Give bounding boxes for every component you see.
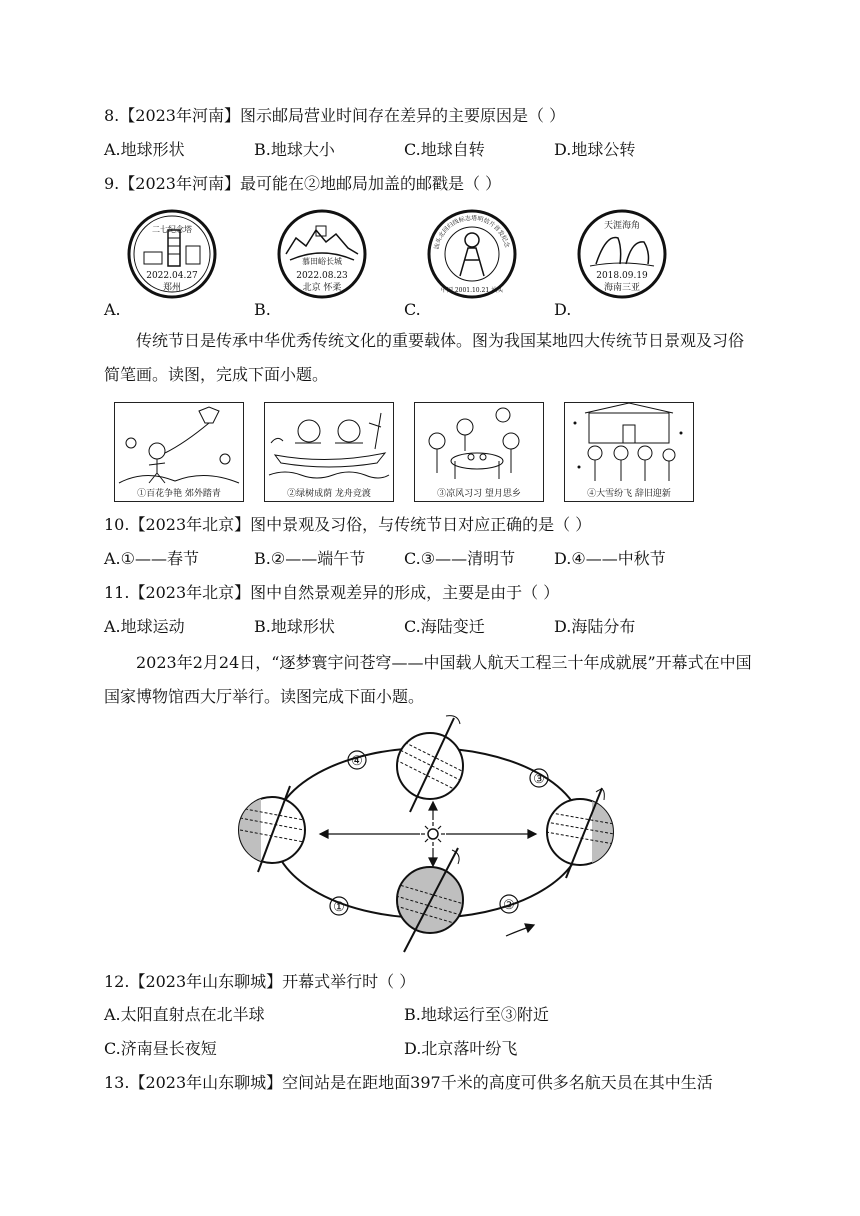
q9-option-a[interactable]: A. [104,300,121,319]
festival-caption-3: ③凉风习习 望月思乡 [437,489,521,499]
q12-option-a[interactable]: A.太阳直射点在北半球 [104,1005,265,1024]
earth-globe-left [235,786,305,872]
stamp-a-zhengzhou [126,208,218,300]
earth-orbit-diagram [220,708,640,960]
stamp-a-city: 郑州 [162,283,182,293]
festival-passage: 传统节日是传承中华优秀传统文化的重要载体。图为我国某地四大传统节日景观及习俗简笔画。读图，完成下面小题。 [104,331,745,384]
sun-icon [421,822,445,846]
festival-caption-2: ②绿树成荫 龙舟竞渡 [287,489,371,499]
festival-panel-1 [114,402,244,502]
q8-stem: 8.【2023年河南】图示邮局营业时间存在差异的主要原因是（ ） [104,106,566,125]
stamp-b-date: 2022.08.23 [296,271,348,281]
festival-panel-2 [264,402,394,502]
q10-option-a[interactable]: A.①——春节 [104,549,199,568]
earth-globe-right [546,788,618,878]
festival-panel-4 [564,402,694,502]
spring-festival-illustration [565,403,692,487]
stamp-a-top: 二七纪念塔 [152,225,192,234]
stamp-c-ring: 汕头北回归线标志塔明信片首发纪念 [433,214,511,251]
festival-caption-1: ①百花争艳 郊外踏青 [137,489,221,499]
q11-option-b[interactable]: B.地球形状 [254,617,335,636]
exhibition-passage: 2023年2月24日，“逐梦寰宇问苍穹——中国载人航天工程三十年成就展”开幕式在中国国家博物馆西大厅举行。读图完成下面小题。 [104,653,752,706]
q10-option-d[interactable]: D.④——中秋节 [554,549,666,568]
festival-caption-4: ④大雪纷飞 辞旧迎新 [587,489,671,499]
stamp-c-shantou [426,208,518,300]
stamp-b-top: 慕田峪长城 [302,257,342,266]
orbit-label-1: ① [333,900,345,915]
q10-stem: 10.【2023年北京】图中景观及习俗，与传统节日对应正确的是（ ） [104,515,592,534]
q12-option-c[interactable]: C.济南昼长夜短 [104,1039,217,1058]
festival-panel-3 [414,402,544,502]
stamp-b-city: 北京 怀柔 [302,283,342,293]
stamp-d-date: 2018.09.19 [596,271,648,281]
orbit-label-3: ③ [533,772,545,787]
dragon-boat-illustration [265,403,392,487]
q9-option-c[interactable]: C. [404,300,421,319]
moon-festival-illustration [415,403,542,487]
q8-option-d[interactable]: D.地球公转 [554,140,636,159]
q11-option-d[interactable]: D.海陆分布 [554,617,636,636]
q8-option-a[interactable]: A.地球形状 [104,140,185,159]
stamp-b-beijing [276,208,368,300]
q9-option-d[interactable]: D. [554,300,572,319]
q12-option-d[interactable]: D.北京落叶纷飞 [404,1039,518,1058]
stamp-d-top: 天涯海角 [603,221,641,231]
orbit-label-4: ④ [351,754,363,769]
q12-option-b[interactable]: B.地球运行至③附近 [404,1005,549,1024]
stamp-d-sanya [576,208,668,300]
orbit-label-2: ② [503,898,515,913]
stamp-c-date: 中国 2001.10.21 汕头 [440,287,504,294]
earth-globe-top [396,716,464,812]
stamp-d-city: 海南三亚 [603,283,641,293]
q11-option-c[interactable]: C.海陆变迁 [404,617,485,636]
earth-globe-bottom [396,848,464,952]
q11-stem: 11.【2023年北京】图中自然景观差异的形成，主要是由于（ ） [104,583,560,602]
q9-option-b[interactable]: B. [254,300,271,319]
kite-scene-illustration [115,403,242,487]
orbit-direction-arrow [506,924,534,936]
q10-option-b[interactable]: B.②——端午节 [254,549,366,568]
q8-option-c[interactable]: C.地球自转 [404,140,485,159]
stamp-a-date: 2022.04.27 [146,271,198,281]
q11-option-a[interactable]: A.地球运动 [104,617,185,636]
q9-stem: 9.【2023年河南】最可能在②地邮局加盖的邮戳是（ ） [104,174,502,193]
q13-stem: 13.【2023年山东聊城】空间站是在距地面397千米的高度可供多名航天员在其中生活 [104,1073,713,1092]
q10-option-c[interactable]: C.③——清明节 [404,549,516,568]
q8-option-b[interactable]: B.地球大小 [254,140,335,159]
q12-stem: 12.【2023年山东聊城】开幕式举行时（ ） [104,972,416,991]
